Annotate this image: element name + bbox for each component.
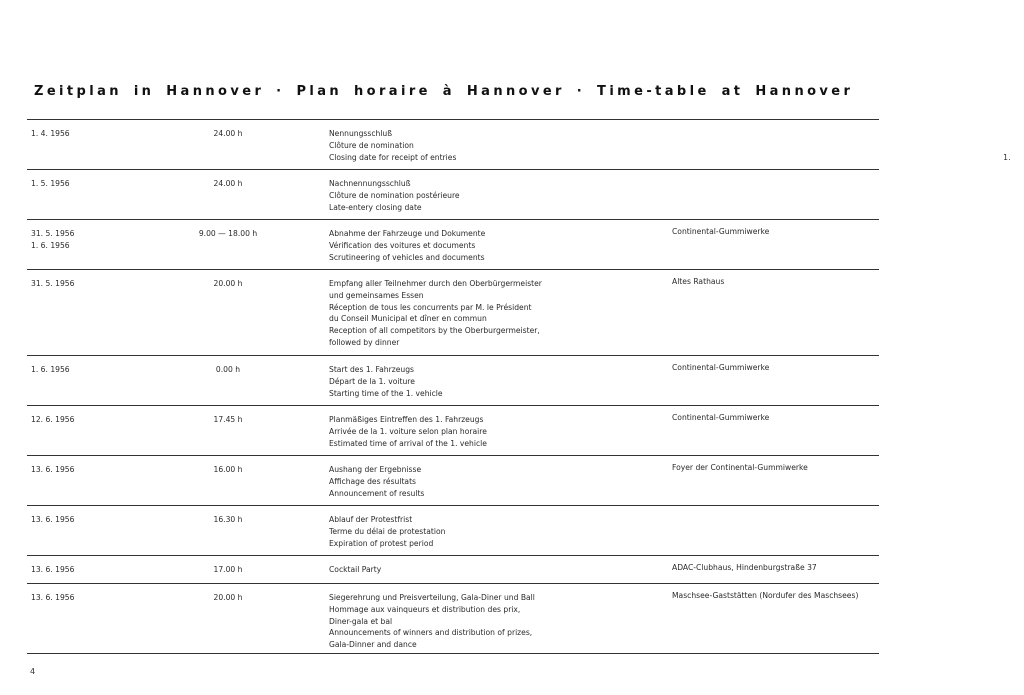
description-line: Start des 1. Fahrzeugs: [329, 365, 414, 374]
row-date: [31, 464, 74, 476]
description-line: Announcements of winners and distribution of prizes,: [329, 628, 533, 638]
row-time: 20.00 h: [213, 593, 243, 602]
row-time: 24.00 h: [213, 179, 243, 188]
description-line: Aushang der Ergebnisse: [329, 465, 422, 474]
row-date: [31, 278, 74, 290]
row-date: [31, 564, 74, 576]
row-description: [329, 128, 456, 163]
row-time: 9.00 — 18.00 h: [198, 229, 258, 238]
description-line: Terme du délai de protestation: [329, 526, 446, 536]
row-date: [31, 178, 70, 190]
description-line: Nennungsschluß: [329, 129, 393, 138]
description-line: Affichage des résultats: [329, 476, 417, 486]
row-date: [31, 128, 70, 140]
date-line: 31. 5. 1956: [31, 279, 75, 288]
row-time: 17.45 h: [213, 415, 243, 424]
row-date: [31, 414, 74, 426]
row-date: [31, 228, 74, 252]
description-line: Ablauf der Protestfrist: [329, 515, 413, 524]
row-date: [31, 364, 70, 376]
date-line: 13. 6. 1956: [31, 565, 75, 574]
row-location: Continental-Gummiwerke: [672, 227, 770, 236]
description-line: Announcement of results: [329, 488, 425, 498]
description-line: Hommage aux vainqueurs et distribution des prix,: [329, 604, 521, 614]
description-line: Starting time of the 1. vehicle: [329, 388, 443, 398]
description-line: followed by dinner: [329, 337, 400, 347]
row-description: [329, 514, 445, 549]
row-divider: [27, 269, 879, 270]
row-divider: [27, 653, 879, 654]
row-location: Foyer der Continental-Gummiwerke: [672, 463, 808, 472]
row-divider: [27, 455, 879, 456]
row-description: [329, 592, 535, 651]
row-description: [329, 178, 460, 213]
row-time: 20.00 h: [213, 279, 243, 288]
row-divider: [27, 555, 879, 556]
description-line: Estimated time of arrival of the 1. vehicle: [329, 438, 487, 448]
description-line: und gemeinsames Essen: [329, 290, 424, 300]
date-line: 13. 6. 1956: [31, 465, 75, 474]
row-divider: [27, 169, 879, 170]
row-location: Continental-Gummiwerke: [672, 413, 770, 422]
date-line: 12. 6. 1956: [31, 415, 75, 424]
row-description: [329, 464, 424, 499]
date-line: 31. 5. 1956: [31, 229, 75, 238]
description-line: Diner-gala et bal: [329, 616, 393, 626]
date-line: 13. 6. 1956: [31, 593, 75, 602]
description-line: Reception of all competitors by the Oberburgermeister,: [329, 326, 540, 336]
description-line: Scrutineering of vehicles and documents: [329, 252, 485, 262]
description-line: Cocktail Party: [329, 565, 382, 574]
description-line: Vérification des voitures et documents: [329, 240, 476, 250]
date-line: 1. 6. 1956: [31, 365, 70, 374]
description-line: Abnahme der Fahrzeuge und Dokumente: [329, 229, 486, 238]
page-number: 4: [30, 667, 36, 676]
date-line: 13. 6. 1956: [31, 515, 75, 524]
description-line: Expiration of protest period: [329, 538, 434, 548]
row-divider: [27, 405, 879, 406]
row-divider: [27, 583, 879, 584]
row-location: Maschsee-Gaststätten (Nordufer des Maschsees): [672, 591, 859, 600]
date-line: 1. 4. 1956: [31, 129, 70, 138]
row-location: Altes Rathaus: [672, 277, 725, 286]
row-divider: [27, 355, 879, 356]
row-description: [329, 364, 443, 399]
description-line: Gala-Dinner and dance: [329, 640, 417, 650]
row-date: [31, 514, 74, 526]
description-line: du Conseil Municipal et dîner en commun: [329, 314, 487, 324]
row-time: 0.00 h: [215, 365, 241, 374]
description-line: Réception de tous les concurrents par M. le Président: [329, 302, 532, 312]
row-description: [329, 414, 487, 449]
page-title: Zeitplan in Hannover · Plan horaire à Hannover · Time-table at Hannover: [34, 84, 854, 99]
description-line: Départ de la 1. voiture: [329, 376, 415, 386]
row-description: [329, 228, 485, 263]
row-divider: [27, 505, 879, 506]
row-description: [329, 564, 381, 576]
description-line: Arrivée de la 1. voiture selon plan horaire: [329, 426, 487, 436]
row-time: 16.30 h: [213, 515, 243, 524]
description-line: Late-entery closing date: [329, 202, 422, 212]
row-divider: [27, 119, 879, 120]
row-time: 16.00 h: [213, 465, 243, 474]
row-divider: [27, 219, 879, 220]
row-time: 24.00 h: [213, 129, 243, 138]
row-location: Continental-Gummiwerke: [672, 363, 770, 372]
description-line: Empfang aller Teilnehmer durch den Oberbürgermeister: [329, 279, 542, 288]
description-line: Nachnennungsschluß: [329, 179, 411, 188]
row-description: [329, 278, 542, 349]
description-line: Closing date for receipt of entries: [329, 152, 457, 162]
description-line: Siegerehrung und Preisverteilung, Gala-Diner und Ball: [329, 593, 535, 602]
row-location: ADAC-Clubhaus, Hindenburgstraße 37: [672, 563, 817, 572]
row-time: 17.00 h: [213, 565, 243, 574]
description-line: Clôture de nomination: [329, 140, 414, 150]
row-date: [31, 592, 74, 604]
date-line: 1. 6. 1956: [31, 240, 70, 250]
side-number: 1.: [1003, 153, 1011, 162]
date-line: 1. 5. 1956: [31, 179, 70, 188]
description-line: Clôture de nomination postérieure: [329, 190, 460, 200]
description-line: Planmäßiges Eintreffen des 1. Fahrzeugs: [329, 415, 484, 424]
